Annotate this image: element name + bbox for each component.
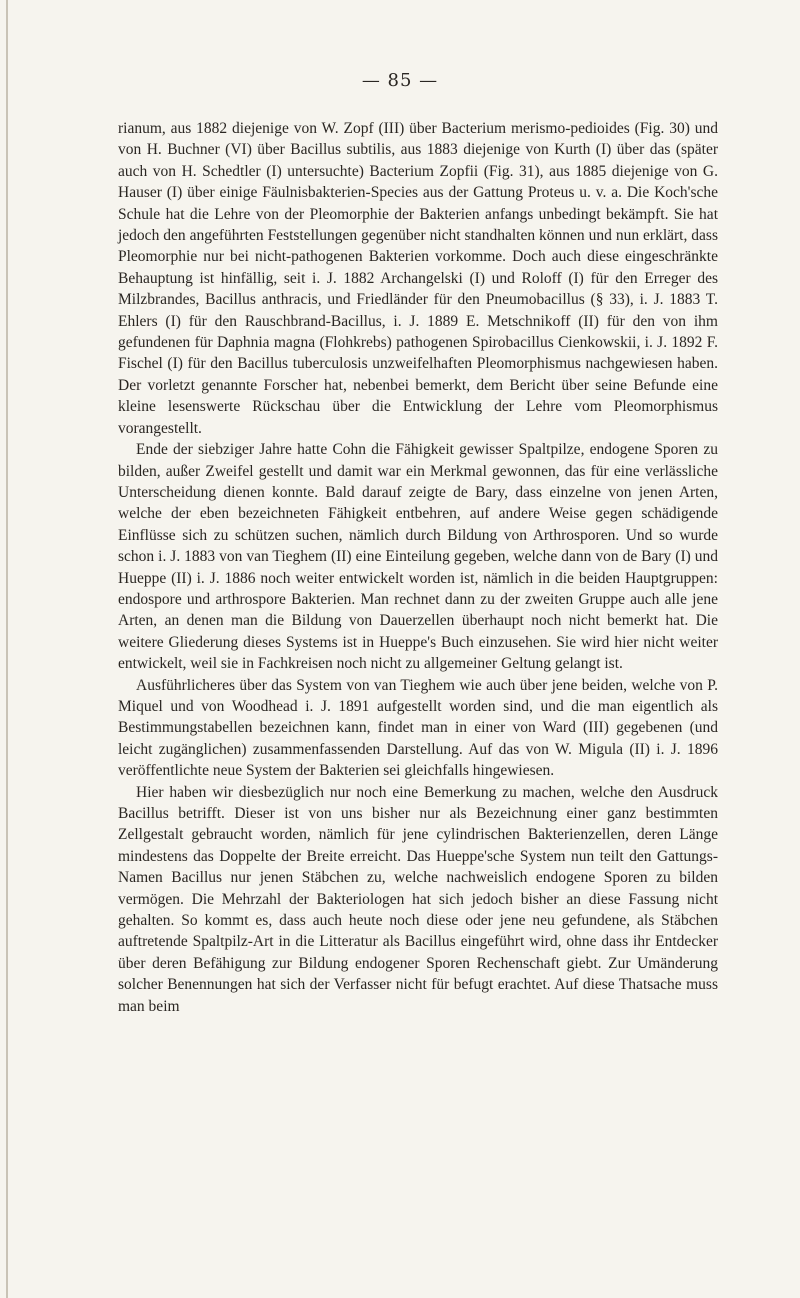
paragraph: Ausführlicheres über das System von van Tieghem wie auch über jene beiden, welche von P. Miquel und von Woodhead i. J. 1891 aufgestellt worden sind, und die man eigentlich als Bestimmungstabellen bezeichnen kann, findet man in einer von Ward (III) gegebenen (und leicht zugänglichen) zusammenfassenden Darstellung. Auf das von W. Migula (II) i. J. 1896 veröffentlichte neue System der Bakterien sei gleichfalls hingewiesen.	[118, 676, 718, 780]
page-number: — 85 —	[361, 70, 439, 91]
page-spine-shadow	[6, 0, 8, 1298]
body-text	[118, 118, 718, 1017]
paragraph: Ende der siebziger Jahre hatte Cohn die Fähigkeit gewisser Spaltpilze, endogene Sporen zu bilden, außer Zweifel gestellt und damit war ein Merkmal gewonnen, das für eine verlässliche Unterscheidung dienen konnte. Bald darauf zeigte de Bary, dass einzelne von jenen Arten, welche der eben bezeichneten Fähigkeit entbehren, auf andere Weise gegen schädigende Einflüsse sich zu schützen suchen, nämlich durch Bildung von Arthrosporen. Und so wurde schon i. J. 1883 von van Tieghem (II) eine Einteilung gegeben, welche dann von de Bary (I) und Hueppe (II) i. J. 1886 noch weiter entwickelt worden ist, nämlich in die beiden Hauptgruppen: endospore und arthrospore Bakterien. Man rechnet dann zu der zweiten Gruppe auch alle jene Arten, an denen man die Bildung von Dauerzellen überhaupt noch nicht bemerkt hat. Die weitere Gliederung dieses Systems ist in Hueppe's Buch einzusehen. Sie wird hier nicht weiter entwickelt, weil sie in Fachkreisen noch nicht zu allgemeiner Geltung gelangt ist.	[118, 441, 718, 673]
paragraph: Hier haben wir diesbezüglich nur noch eine Bemerkung zu machen, welche den Ausdruck Bacillus betrifft. Dieser ist von uns bisher nur als Bezeichnung einer ganz bestimmten Zellgestalt gebraucht worden, nämlich für jene cylindrischen Bakterienzellen, deren Länge mindestens das Doppelte der Breite erreicht. Das Hueppe'sche System nun teilt den Gattungs-Namen Bacillus nur jenen Stäbchen zu, welche nachweislich endogene Sporen zu bilden vermögen. Die Mehrzahl der Bakteriologen hat sich jedoch bisher an diese Fassung nicht gehalten. So kommt es, dass auch heute noch diese oder jene neu gefundene, als Stäbchen auftretende Spaltpilz-Art in die Litteratur als Bacillus eingeführt wird, ohne dass ihr Entdecker über deren Befähigung zur Bildung endogener Sporen Rechenschaft giebt. Zur Umänderung solcher Benennungen hat sich der Verfasser nicht für befugt erachtet. Auf diese Thatsache muss man beim	[118, 783, 718, 1015]
paragraph: rianum, aus 1882 diejenige von W. Zopf (III) über Bacterium merismo-pedioides (Fig. 30) und von H. Buchner (VI) über Bacillus subtilis, aus 1883 diejenige von Kurth (I) über das (später auch von H. Schedtler (I) untersuchte) Bacterium Zopfii (Fig. 31), aus 1885 diejenige von G. Hauser (I) über einige Fäulnisbakterien-Species aus der Gattung Proteus u. v. a. Die Koch'sche Schule hat die Lehre von der Pleomorphie der Bakterien anfangs unbedingt bekämpft. Sie hat jedoch den angeführten Feststellungen gegenüber nicht standhalten können und nun erklärt, dass Pleomorphie nur bei nicht-pathogenen Bakterien vorkomme. Doch auch diese eingeschränkte Behauptung ist hinfällig, seit i. J. 1882 Archangelski (I) und Roloff (I) für den Erreger des Milzbrandes, Bacillus anthracis, und Friedländer für den Pneumobacillus (§ 33), i. J. 1883 T. Ehlers (I) für den Rauschbrand-Bacillus, i. J. 1889 E. Metschnikoff (II) für den von ihm gefundenen für Daphnia magna (Flohkrebs) pathogenen Spirobacillus Cienkowskii, i. J. 1892 F. Fischel (I) für den Bacillus tuberculosis unzweifelhaften Pleomorphismus nachgewiesen haben. Der vorletzt genannte Forscher hat, nebenbei bemerkt, dem Bericht über seine Befunde eine kleine lesenswerte Rückschau über die Entwicklung der Lehre vom Pleomorphismus vorangestellt.	[118, 120, 718, 437]
